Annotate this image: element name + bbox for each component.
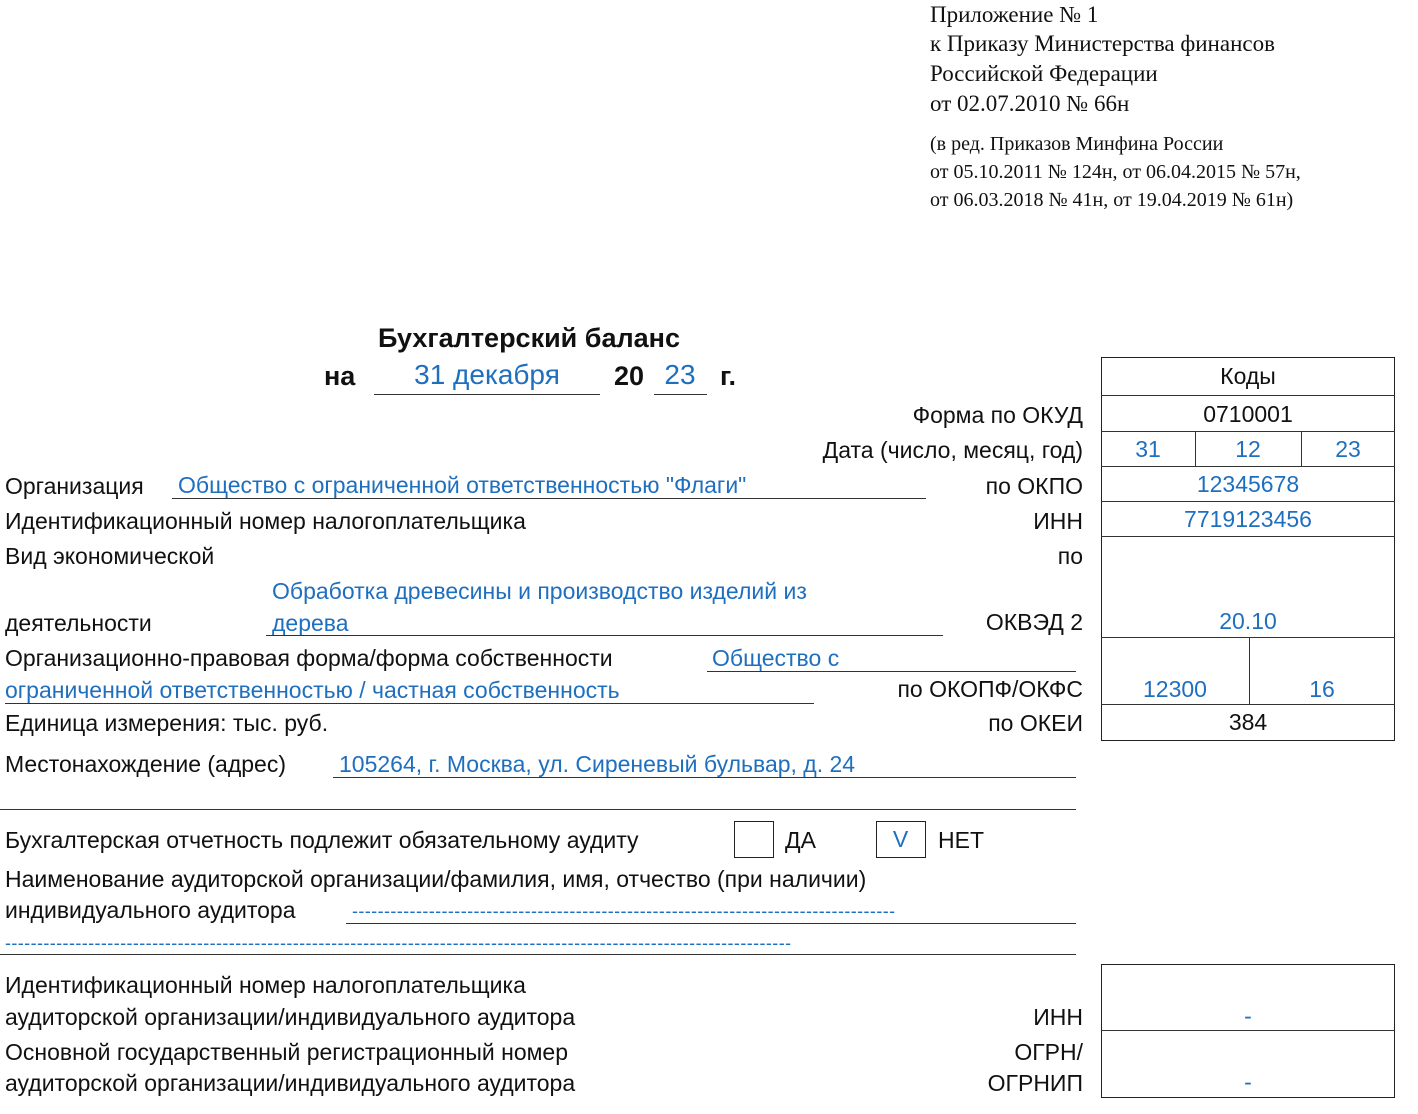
auditor-inn-value: -: [1244, 1002, 1252, 1029]
auditor-ogrn-label-2: аудиторской организации/индивидуального аудитора: [5, 1070, 576, 1096]
org-name: Общество с ограниченной ответственностью "Флаги": [178, 472, 747, 498]
inn-code-label: ИНН: [1033, 508, 1083, 534]
auditor-ogrn-value: -: [1244, 1068, 1252, 1095]
codes-divider: [1101, 637, 1395, 638]
auditor-inn-label-2: аудиторской организации/индивидуального аудитора: [5, 1004, 576, 1030]
okfs-code: 16: [1309, 675, 1335, 702]
date-label: Дата (число, месяц, год): [822, 437, 1083, 463]
auditor-underline-1: [346, 923, 1076, 924]
auditor-underline-2: [0, 954, 1076, 955]
activity-value-2: дерева: [272, 610, 349, 636]
audit-yes-checkbox[interactable]: [734, 821, 774, 858]
okud-code: 0710001: [1203, 400, 1293, 427]
inn-label: Идентификационный номер налогоплательщика: [5, 508, 526, 534]
separator-line: [0, 809, 1076, 810]
audit-no-checkbox[interactable]: [876, 821, 926, 858]
form-underline-2: [5, 703, 814, 704]
title-date-underline: [374, 394, 600, 395]
form-label: Организационно-правовая форма/форма собственности: [5, 645, 613, 671]
title-na: на: [324, 361, 356, 391]
auditor-label-1: Наименование аудиторской организации/фамилия, имя, отчество (при наличии): [5, 866, 867, 892]
revision-line-2: от 05.10.2011 № 124н, от 06.04.2015 № 57н,: [930, 161, 1301, 183]
header-line-4: от 02.07.2010 № 66н: [930, 91, 1130, 116]
okpo-code: 12345678: [1196, 470, 1300, 497]
activity-value-1: Обработка древесины и производство изделий из: [272, 578, 807, 604]
audit-no-mark: V: [892, 825, 909, 852]
okved-code: 20.10: [1219, 607, 1277, 634]
title-year-underline: [654, 394, 707, 395]
revision-line-1: (в ред. Приказов Минфина России: [930, 133, 1224, 155]
codes-divider: [1101, 536, 1395, 537]
org-name-underline: [172, 498, 926, 499]
form-value-1: Общество с: [712, 645, 840, 671]
audit-yes-mark: [735, 822, 772, 856]
audit-yes-label: ДА: [785, 827, 816, 853]
activity-underline: [266, 635, 943, 636]
codes-header: Коды: [1220, 363, 1276, 389]
title-year-prefix: 20: [614, 361, 645, 391]
form-value-2: ограниченной ответственностью / частная собственность: [5, 677, 620, 703]
org-label: Организация: [5, 473, 144, 499]
header-line-2: к Приказу Министерства финансов: [930, 31, 1275, 56]
okved-label-1: по: [1057, 543, 1083, 569]
auditor-ogrn-code-label-1: ОГРН/: [1014, 1039, 1083, 1065]
document-title: Бухгалтерский баланс: [378, 323, 680, 353]
auditor-ogrn-code-label-2: ОГРНИП: [987, 1070, 1083, 1096]
title-year: 23: [664, 359, 696, 390]
date-year: 23: [1335, 436, 1361, 462]
audit-label: Бухгалтерская отчетность подлежит обязательному аудиту: [5, 827, 639, 853]
auditor-ogrn-label-1: Основной государственный регистрационный номер: [5, 1039, 569, 1065]
header-line-3: Российской Федерации: [930, 61, 1158, 86]
auditor-label-2: индивидуального аудитора: [5, 897, 296, 923]
auditor-inn-code-label: ИНН: [1033, 1004, 1083, 1030]
address-underline: [333, 777, 1076, 778]
date-day: 31: [1135, 436, 1161, 462]
okopf-label: по ОКОПФ/ОКФС: [897, 676, 1083, 702]
address-value: 105264, г. Москва, ул. Сиреневый бульвар, д. 24: [339, 751, 856, 777]
activity-label-2: деятельности: [5, 610, 152, 636]
inn-code: 7719123456: [1184, 505, 1312, 532]
auditor-inn-label-1: Идентификационный номер налогоплательщика: [5, 972, 526, 998]
unit-label: Единица измерения: тыс. руб.: [5, 710, 329, 736]
header-line-1: Приложение № 1: [930, 2, 1099, 27]
auditor-dashes-2: ---------------------------------------------------------------------------------------------------------------------------: [5, 933, 792, 953]
okved-label-2: ОКВЭД 2: [985, 609, 1083, 635]
activity-label-1: Вид экономической: [5, 543, 215, 569]
okud-label: Форма по ОКУД: [912, 402, 1083, 428]
revision-line-3: от 06.03.2018 № 41н, от 19.04.2019 № 61н): [930, 189, 1294, 211]
form-underline-1: [707, 671, 1076, 672]
date-month: 12: [1235, 436, 1261, 462]
title-date: 31 декабря: [414, 359, 560, 390]
address-label: Местонахождение (адрес): [5, 751, 286, 777]
okei-label: по ОКЕИ: [988, 710, 1083, 736]
title-g: г.: [720, 361, 737, 391]
okopf-code: 12300: [1143, 675, 1207, 702]
audit-no-label: НЕТ: [938, 827, 984, 853]
auditor-dashes-1: -------------------------------------------------------------------------------------: [352, 901, 896, 921]
okpo-label: по ОКПО: [985, 473, 1083, 499]
okei-code: 384: [1228, 709, 1268, 735]
